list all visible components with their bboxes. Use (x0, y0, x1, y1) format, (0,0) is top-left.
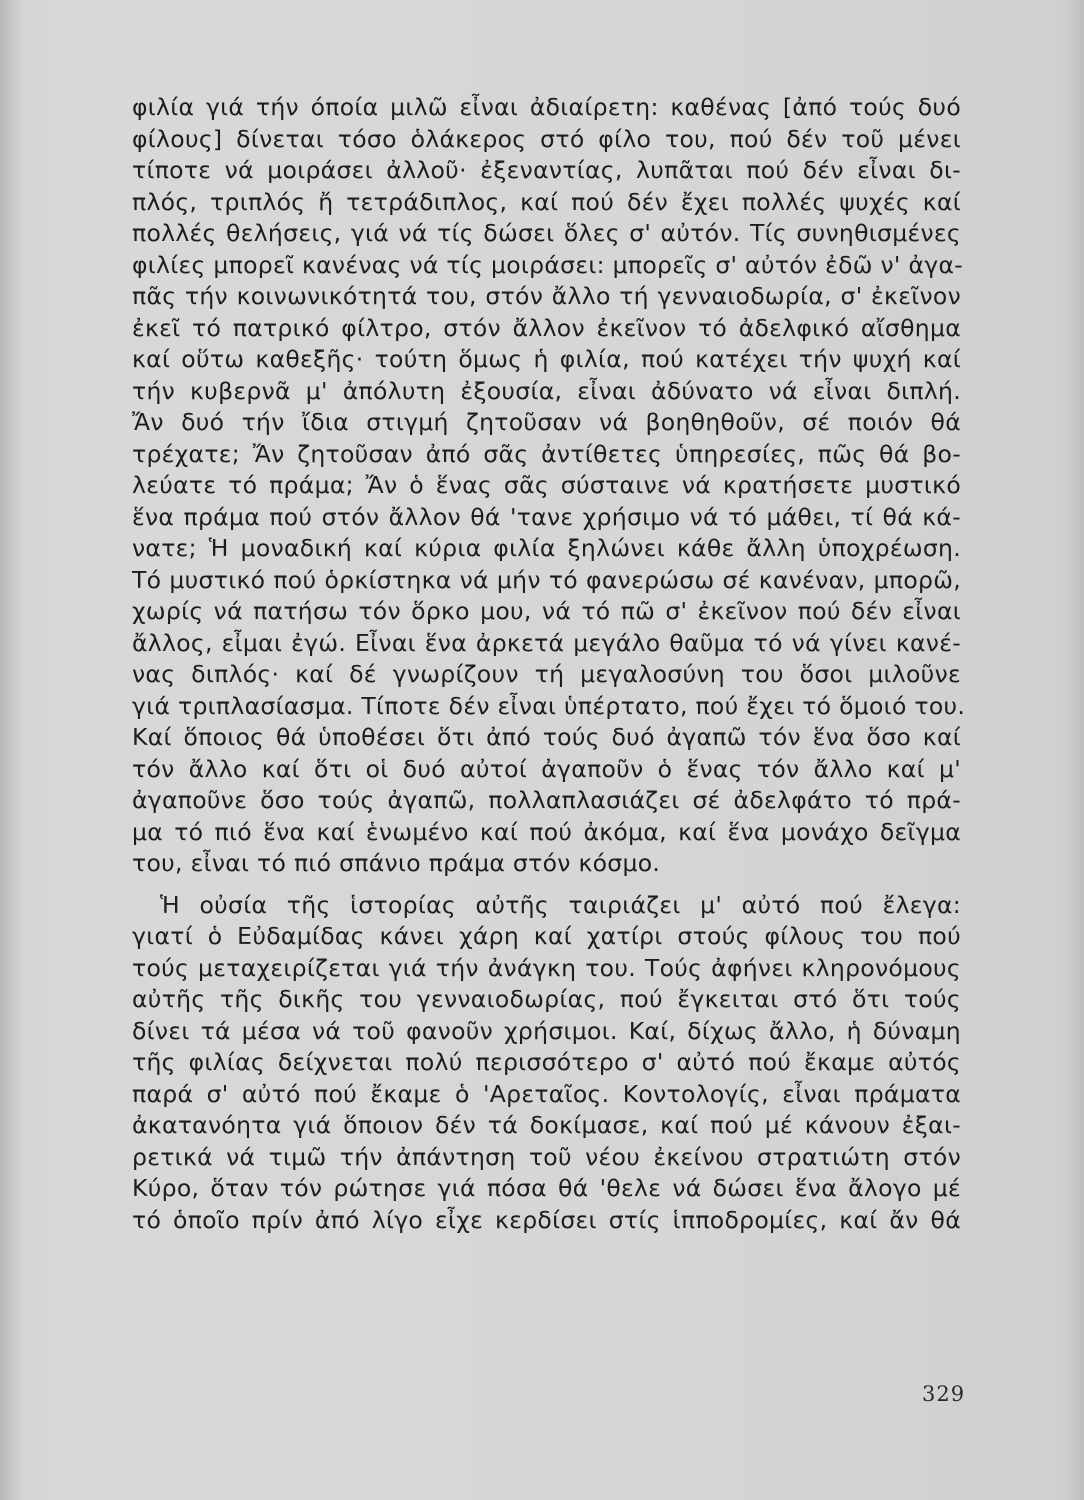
text-line: ἐκεῖ τό πατρικό φίλτρο, στόν ἄλλον ἐκεῖνον τό ἀδελφικό αἴσθημα (132, 313, 961, 342)
text-line: γιατί ὁ Εὐδαμίδας κάνει χάρη καί χατίρι στούς φίλους του πού (132, 922, 961, 950)
text-line: Ἡ οὐσία τῆς ἱστορίας αὐτῆς ταιριάζει μ' αὐτό πού ἔλεγα: (160, 890, 961, 919)
text-line: δίνει τά μέσα νά τοῦ φανοῦν χρήσιμοι. Καί, δίχως ἄλλο, ἡ δύναμη (132, 1016, 961, 1045)
text-line: γιά τριπλασίασμα. Τίποτε δέν εἶναι ὑπέρτατο, πού ἔχει τό ὅμοιό του. (132, 691, 966, 720)
text-line: Τό μυστικό πού ὁρκίστηκα νά μήν τό φανερώσω σέ κανέναν, μπορῶ, (132, 565, 961, 594)
text-line: ἀγαποῦνε ὅσο τούς ἀγαπῶ, πολλαπλασιάζει σέ ἀδελφάτο τό πρά- (132, 786, 961, 814)
text-line: Κύρο, ὅταν τόν ρώτησε γιά πόσα θά 'θελε νά δώσει ἕνα ἄλογο μέ (132, 1174, 961, 1202)
text-line: καί οὕτω καθεξῆς· τούτη ὅμως ἡ φιλία, πού κατέχει τήν ψυχή καί (132, 345, 961, 373)
text-line: Ἄν δυό τήν ἴδια στιγμή ζητοῦσαν νά βοηθηθοῦν, σέ ποιόν θά (132, 408, 961, 436)
text-line: τήν κυβερνᾶ μ' ἀπόλυτη ἐξουσία, εἶναι ἀδύνατο νά εἶναι διπλή. (132, 376, 961, 405)
text-line: τῆς φιλίας δείχνεται πολύ περισσότερο σ' αὐτό πού ἔκαμε αὐτός (132, 1048, 961, 1076)
text-line: ἄλλος, εἶμαι ἐγώ. Εἶναι ἕνα ἀρκετά μεγάλο θαῦμα τό νά γίνει κανέ- (132, 628, 961, 657)
text-line: τρέχατε; Ἄν ζητοῦσαν ἀπό σᾶς ἀντίθετες ὑπηρεσίες, πῶς θά βο- (132, 439, 961, 468)
text-line: φιλία γιά τήν όποία μιλῶ εἶναι ἀδιαίρετη: καθένας [ἀπό τούς δυό (132, 93, 961, 121)
text-line: νας διπλός· καί δέ γνωρίζουν τή μεγαλοσύνη του ὅσοι μιλοῦνε (132, 660, 961, 688)
text-line: τούς μεταχειρίζεται γιά τήν ἀνάγκη του. Τούς ἀφήνει κληρονόμους (132, 953, 961, 982)
page-number: 329 (922, 1382, 966, 1406)
text-line: παρά σ' αὐτό πού ἔκαμε ὁ 'Αρεταῖος. Κοντολογίς, εἶναι πράματα (132, 1079, 961, 1108)
text-line: του, εἶναι τό πιό σπάνιο πράμα στόν κόσμο. (132, 849, 661, 877)
paragraph-1 (132, 92, 966, 880)
text-line: τόν ἄλλο καί ὅτι οἱ δυό αὐτοί ἀγαποῦν ὁ ἕνας τόν ἄλλο καί μ' (132, 754, 961, 783)
text-line: πᾶς τήν κοινωνικότητά του, στόν ἄλλο τή γενναιοδωρία, σ' ἐκεῖνον (132, 282, 961, 310)
text-line: Καί ὅποιος θά ὑποθέσει ὅτι ἀπό τούς δυό ἀγαπῶ τόν ἕνα ὅσο καί (132, 723, 961, 751)
text-line: τίποτε νά μοιράσει ἀλλοῦ· ἐξεναντίας, λυπᾶται πού δέν εἶναι δι- (132, 156, 961, 184)
text-line: φιλίες μπορεῖ κανένας νά τίς μοιράσει: μπορεῖς σ' αὐτόν ἐδῶ ν' ἀγα- (132, 250, 964, 279)
text-line: φίλους] δίνεται τόσο ὁλάκερος στό φίλο του, πού δέν τοῦ μένει (132, 124, 961, 153)
text-line: ἀκατανόητα γιά ὅποιον δέν τά δοκίμασε, καί πού μέ κάνουν ἐξαι- (132, 1111, 961, 1139)
text-line: χωρίς νά πατήσω τόν ὅρκο μου, νά τό πῶ σ' ἐκεῖνον πού δέν εἶναι (132, 597, 961, 625)
paragraph-spacer (132, 880, 961, 890)
text-line: ρετικά νά τιμῶ τήν ἀπάντηση τοῦ νέου ἐκείνου στρατιώτη στόν (132, 1142, 961, 1171)
text-line: πλός, τριπλός ἤ τετράδιπλος, καί πού δέν ἔχει πολλές ψυχές καί (132, 187, 961, 216)
paragraph-2 (132, 890, 961, 1237)
text-line: αὐτῆς τῆς δικῆς του γενναιοδωρίας, πού ἔγκειται στό ὅτι τούς (132, 985, 961, 1013)
text-line: πολλές θελήσεις, γιά νά τίς δώσει ὅλες σ' αὐτόν. Τίς συνηθισμένες (132, 219, 961, 247)
body-text (132, 92, 966, 1236)
text-line: τό ὁποῖο πρίν ἀπό λίγο εἶχε κερδίσει στίς ἱπποδρομίες, καί ἄν θά (132, 1205, 961, 1234)
text-line: λεύατε τό πράμα; Ἄν ὁ ἕνας σᾶς σύσταινε νά κρατήσετε μυστικό (132, 471, 961, 499)
text-line: μα τό πιό ἕνα καί ἑνωμένο καί πού ἀκόμα, καί ἕνα μονάχο δεῖγμα (132, 817, 961, 846)
text-line: νατε; Ἡ μοναδική καί κύρια φιλία ξηλώνει κάθε ἄλλη ὑποχρέωση. (132, 534, 961, 562)
text-line: ἕνα πράμα πού στόν ἄλλον θά 'τανε χρήσιμο νά τό μάθει, τί θά κά- (132, 502, 961, 531)
